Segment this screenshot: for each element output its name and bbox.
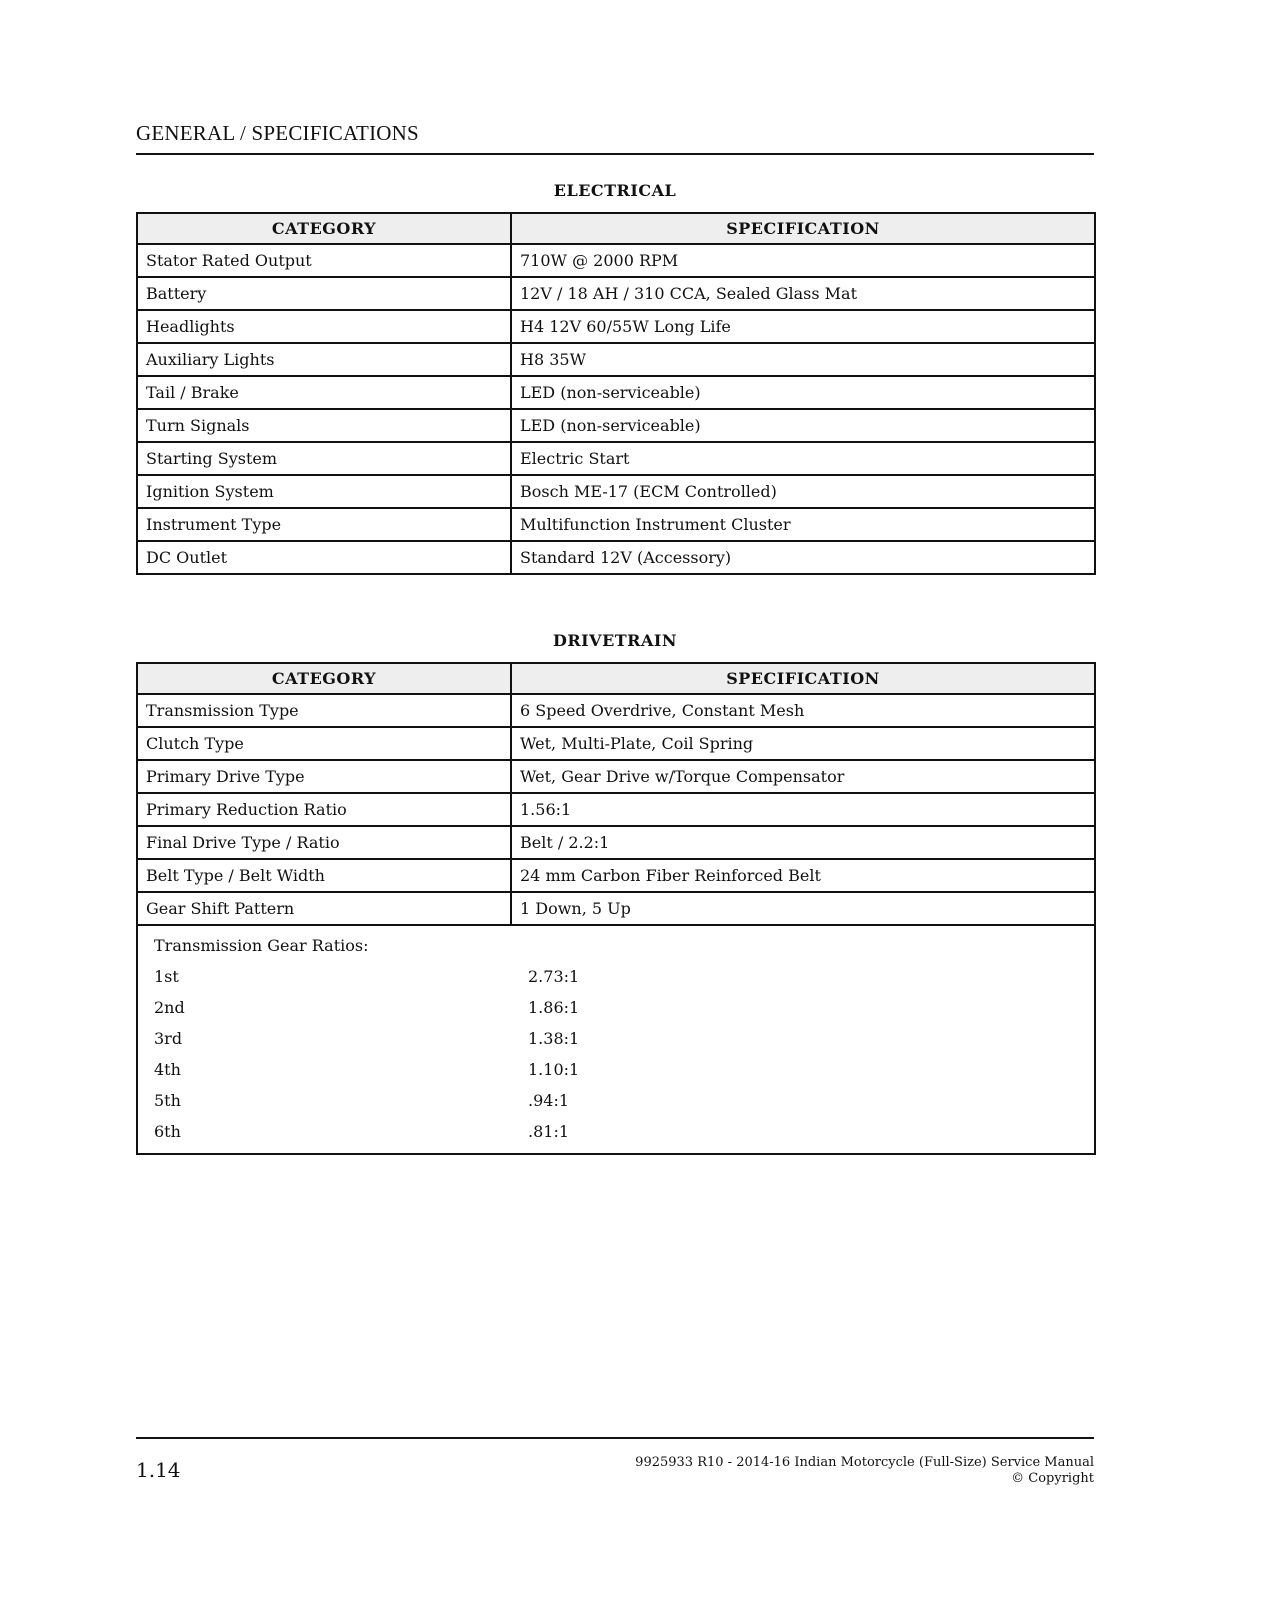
spec-cell: 24 mm Carbon Fiber Reinforced Belt (511, 859, 1095, 892)
spec-cell: LED (non-serviceable) (511, 376, 1095, 409)
gear-ratio-row (146, 992, 1086, 1023)
table-row (137, 793, 1095, 826)
spec-cell: 6 Speed Overdrive, Constant Mesh (511, 694, 1095, 727)
table-row (137, 508, 1095, 541)
table-row (137, 826, 1095, 859)
spec-cell: Bosch ME-17 (ECM Controlled) (511, 475, 1095, 508)
gear-ratio-row (146, 1085, 1086, 1116)
spec-cell: Belt / 2.2:1 (511, 826, 1095, 859)
spec-cell: 12V / 18 AH / 310 CCA, Sealed Glass Mat (511, 277, 1095, 310)
table-header-row (137, 213, 1095, 244)
category-cell: Battery (137, 277, 511, 310)
footer-copyright: © Copyright (1011, 1471, 1094, 1486)
spec-cell: 1 Down, 5 Up (511, 892, 1095, 925)
electrical-table (136, 212, 1096, 575)
gear-ratios-row (137, 925, 1095, 1154)
category-cell: Transmission Type (137, 694, 511, 727)
drivetrain-table (136, 662, 1096, 1155)
category-cell: Auxiliary Lights (137, 343, 511, 376)
table-row (137, 442, 1095, 475)
gear-ratio-row (146, 1054, 1086, 1085)
spec-cell: LED (non-serviceable) (511, 409, 1095, 442)
gear-ratios-label: Transmission Gear Ratios: (154, 936, 369, 955)
gear-ratio: 2.73:1 (528, 967, 580, 986)
gear-ratio-row (146, 961, 1086, 992)
category-cell: Clutch Type (137, 727, 511, 760)
footer-manual-info (635, 1455, 1094, 1487)
spec-cell: Electric Start (511, 442, 1095, 475)
category-cell: Primary Reduction Ratio (137, 793, 511, 826)
gear-name: 5th (154, 1091, 181, 1110)
gear-name: 4th (154, 1060, 181, 1079)
gear-ratio: 1.10:1 (528, 1060, 580, 1079)
table-row (137, 310, 1095, 343)
gear-ratio-row (146, 1116, 1086, 1147)
table-row (137, 409, 1095, 442)
category-cell: Final Drive Type / Ratio (137, 826, 511, 859)
table-row (137, 694, 1095, 727)
gear-ratios-cell (137, 925, 1095, 1154)
table-row (137, 244, 1095, 277)
spec-cell: Multifunction Instrument Cluster (511, 508, 1095, 541)
spec-cell: 710W @ 2000 RPM (511, 244, 1095, 277)
electrical-section-title: ELECTRICAL (553, 181, 677, 200)
page-header-title: GENERAL / SPECIFICATIONS (136, 121, 419, 145)
category-cell: Belt Type / Belt Width (137, 859, 511, 892)
gear-name: 1st (154, 967, 179, 986)
category-cell: DC Outlet (137, 541, 511, 574)
table-row (137, 727, 1095, 760)
spec-cell: 1.56:1 (511, 793, 1095, 826)
table-header-row (137, 663, 1095, 694)
gear-ratio: .94:1 (528, 1091, 570, 1110)
gear-ratio: .81:1 (528, 1122, 570, 1141)
header-divider (136, 153, 1094, 155)
category-cell: Gear Shift Pattern (137, 892, 511, 925)
category-cell: Starting System (137, 442, 511, 475)
category-cell: Stator Rated Output (137, 244, 511, 277)
table-row (137, 277, 1095, 310)
table-row (137, 859, 1095, 892)
spec-cell: Standard 12V (Accessory) (511, 541, 1095, 574)
column-header-category: CATEGORY (137, 663, 511, 694)
table-row (137, 376, 1095, 409)
gear-ratio: 1.38:1 (528, 1029, 580, 1048)
category-cell: Turn Signals (137, 409, 511, 442)
column-header-category: CATEGORY (137, 213, 511, 244)
category-cell: Tail / Brake (137, 376, 511, 409)
footer-divider (136, 1437, 1094, 1439)
category-cell: Headlights (137, 310, 511, 343)
table-row (137, 760, 1095, 793)
column-header-specification: SPECIFICATION (511, 663, 1095, 694)
table-row (137, 343, 1095, 376)
gear-name: 2nd (154, 998, 185, 1017)
category-cell: Instrument Type (137, 508, 511, 541)
spec-cell: H4 12V 60/55W Long Life (511, 310, 1095, 343)
table-row (137, 475, 1095, 508)
spec-cell: Wet, Multi-Plate, Coil Spring (511, 727, 1095, 760)
category-cell: Primary Drive Type (137, 760, 511, 793)
category-cell: Ignition System (137, 475, 511, 508)
column-header-specification: SPECIFICATION (511, 213, 1095, 244)
spec-cell: Wet, Gear Drive w/Torque Compensator (511, 760, 1095, 793)
gear-ratio-row (146, 1023, 1086, 1054)
footer-manual-title: 9925933 R10 - 2014-16 Indian Motorcycle (Full-Size) Service Manual (635, 1455, 1094, 1470)
page-number: 1.14 (136, 1458, 181, 1482)
gear-name: 6th (154, 1122, 181, 1141)
table-row (137, 892, 1095, 925)
drivetrain-section-title: DRIVETRAIN (553, 631, 677, 650)
table-row (137, 541, 1095, 574)
gear-ratio: 1.86:1 (528, 998, 580, 1017)
gear-name: 3rd (154, 1029, 183, 1048)
spec-cell: H8 35W (511, 343, 1095, 376)
